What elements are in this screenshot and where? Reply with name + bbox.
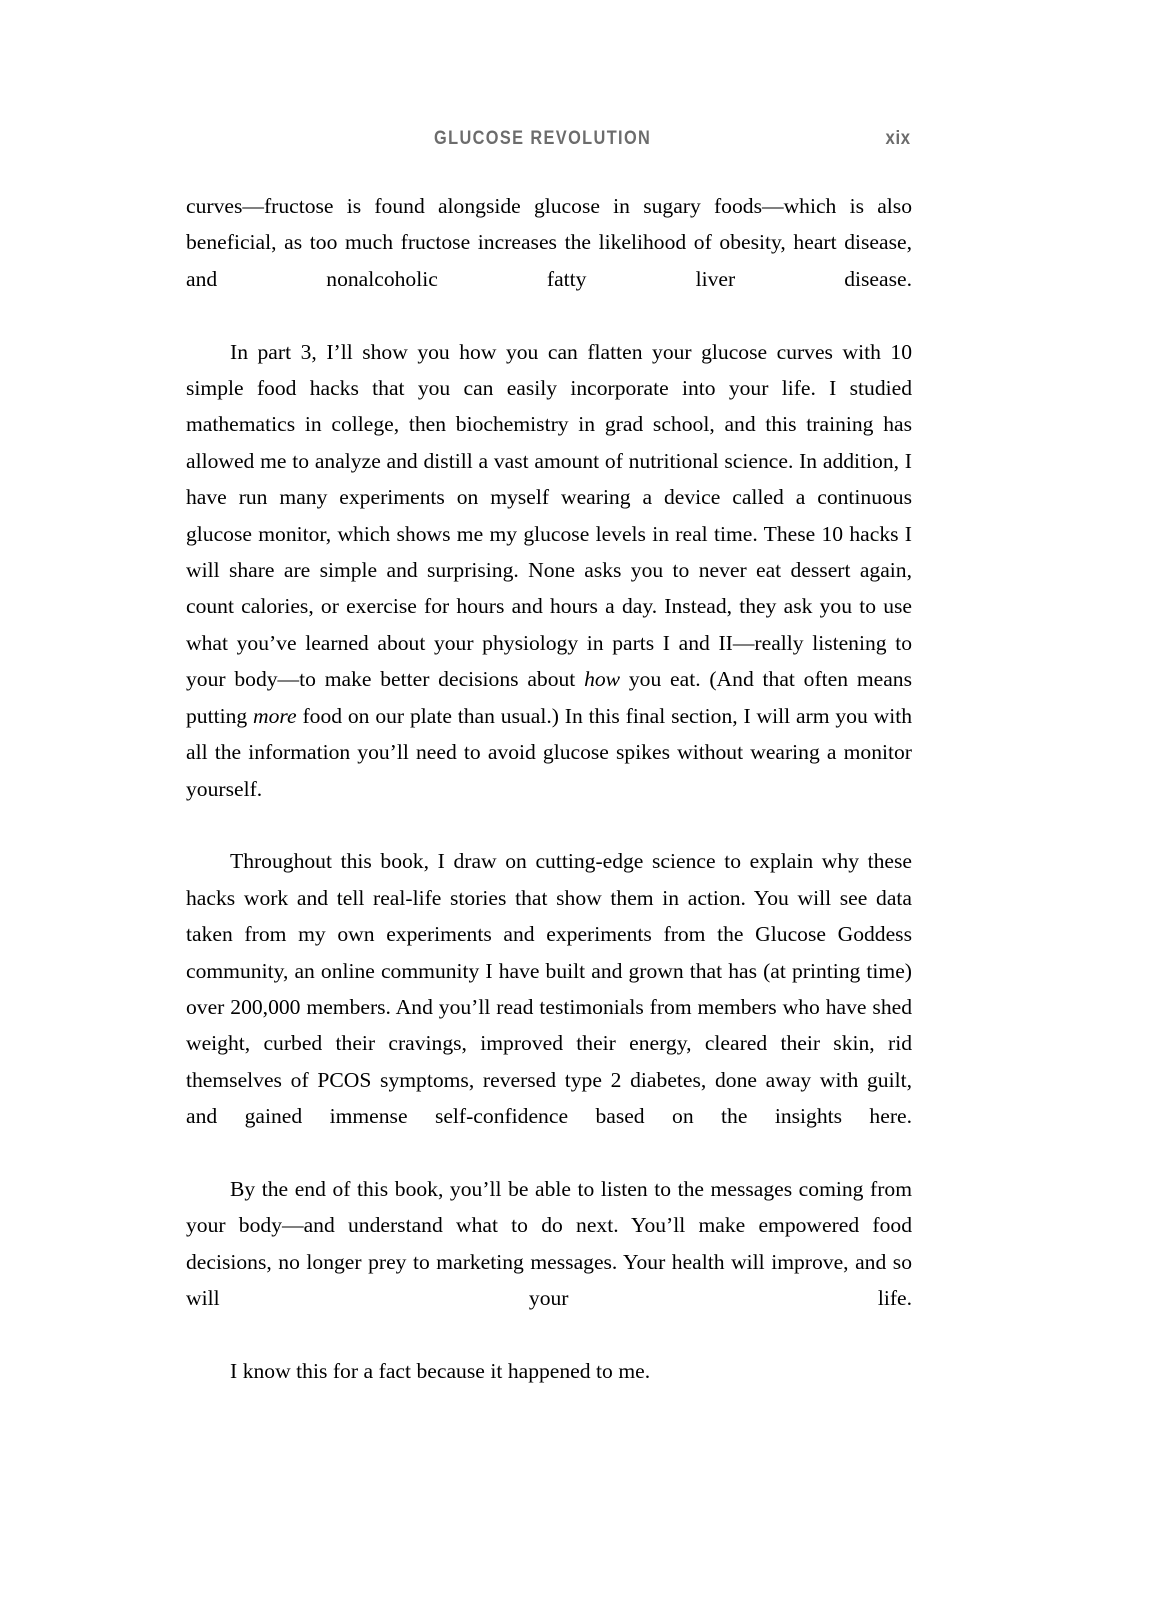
running-head [186, 126, 911, 152]
paragraph-5-text: I know this for a fact because it happened to me. [230, 1359, 651, 1383]
emphasis-more: more [253, 703, 297, 728]
body-text-block [186, 188, 912, 1389]
paragraph-5 [186, 1353, 912, 1389]
paragraph-2 [186, 334, 912, 844]
running-head-title: GLUCOSE REVOLUTION [434, 128, 652, 149]
paragraph-3 [186, 843, 912, 1171]
paragraph-1 [186, 188, 912, 334]
paragraph-1-text: curves—fructose is found alongside glucose in sugary foods—which is also beneficial, as too much fructose increases the likelihood of obesity, heart disease, and nonalcoholic fatty liver disease. [186, 194, 912, 291]
paragraph-4 [186, 1171, 912, 1353]
paragraph-3-text: Throughout this book, I draw on cutting-edge science to explain why these hacks work and tell real-life stories that show them in action. You will see data taken from my own experiments and experiments from the Glucose Goddess community, an online community I have built and grown that has (at printing time) over 200,000 members. And you’ll read testimonials from members who have shed weight, curbed their cravings, improved their energy, cleared their skin, rid themselves of PCOS symptoms, reversed type 2 diabetes, done away with guilt, and gained immense self-confidence based on the insights here. [186, 849, 912, 1129]
paragraph-2-text-part-1: In part 3, I’ll show you how you can flatten your glucose curves with 10 simple food hacks that you can easily incorporate into your life. I studied mathematics in college, then biochemistry in grad school, and this training has allowed me to analyze and distill a vast amount of nutritional science. In addition, I have run many experiments on myself wearing a device called a continuous glucose monitor, which shows me my glucose levels in real time. These 10 hacks I will share are simple and surprising. None asks you to never eat dessert again, count calories, or exercise for hours and hours a day. Instead, they ask you to use what you’ve learned about your physiology in parts I and II—really listening to your body—to make better decisions about [186, 339, 912, 692]
page-number: xix [885, 128, 911, 149]
paragraph-2-text-part-3: food on our plate than usual.) In this final section, I will arm you with all the information you’ll need to avoid glucose spikes without wearing a monitor yourself. [186, 703, 912, 801]
paragraph-4-text: By the end of this book, you’ll be able to listen to the messages coming from your body—and understand what to do next. You’ll make empowered food decisions, no longer prey to marketing messages. Your health will improve, and so will your life. [186, 1176, 912, 1311]
emphasis-how: how [584, 667, 621, 692]
paragraph-2-text-part-2: you eat. (And that often means putting [186, 667, 912, 728]
